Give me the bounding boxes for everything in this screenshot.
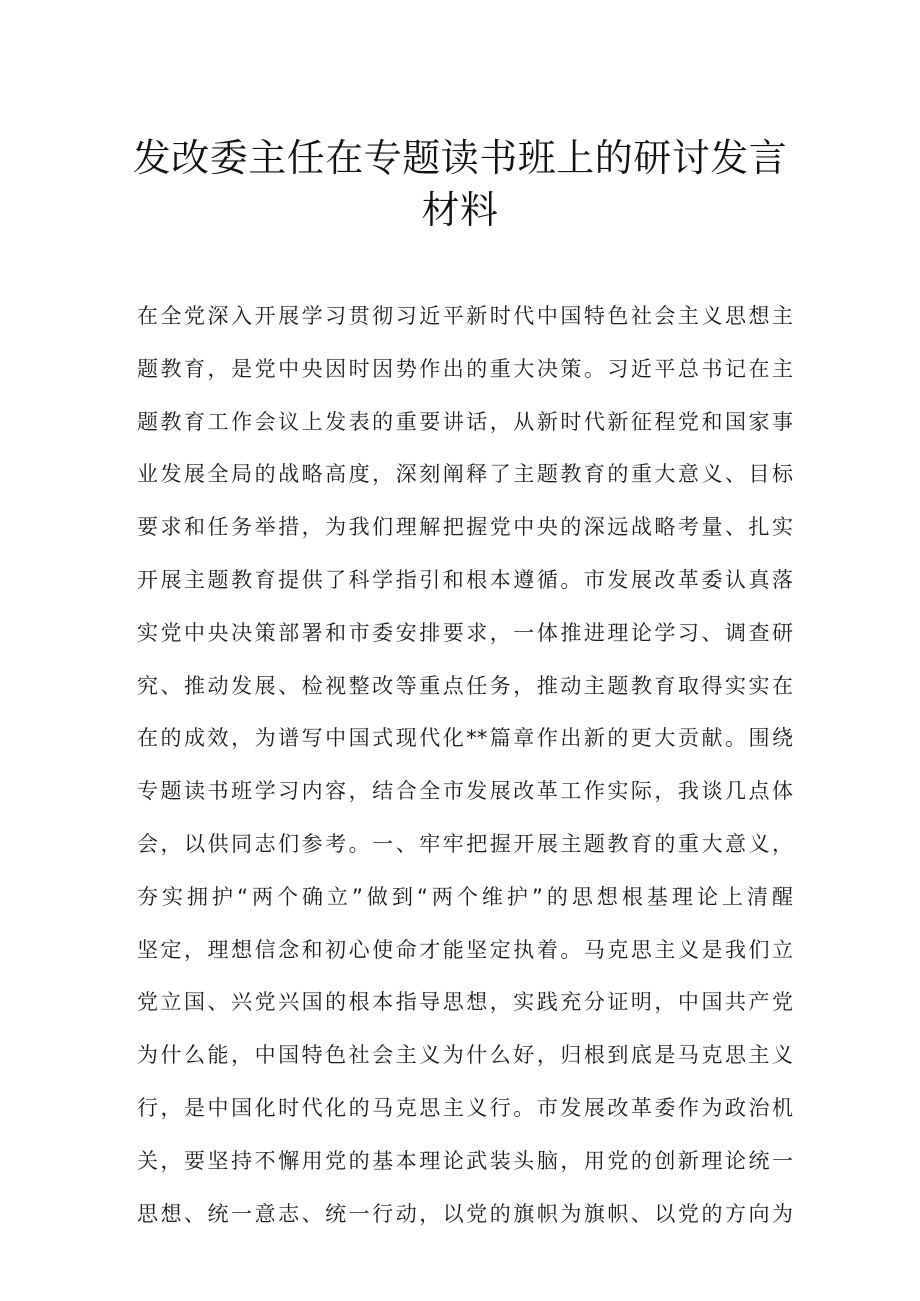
body-line: 要求和任务举措，为我们理解把握党中央的深远战略考量、扎实 (137, 515, 793, 540)
body-line: 行，是中国化时代化的马克思主义行。市发展改革委作为政治机 (137, 1095, 793, 1120)
body-line: 坚定，理想信念和初心使命才能坚定执着。马克思主义是我们立 (137, 937, 793, 962)
body-line: 专题读书班学习内容，结合全市发展改革工作实际，我谈几点体 (137, 779, 793, 804)
body-line: 会，以供同志们参考。一、牢牢把握开展主题教育的重大意义， (137, 831, 793, 856)
body-line: 究、推动发展、检视整改等重点任务，推动主题教育取得实实在 (137, 673, 793, 698)
body-line: 在的成效，为谱写中国式现代化**篇章作出新的更大贡献。围绕 (137, 726, 793, 751)
document-body (137, 290, 797, 1240)
body-line: 在全党深入开展学习贯彻习近平新时代中国特色社会主义思想主 (137, 304, 793, 328)
body-line: 题教育工作会议上发表的重要讲话，从新时代新征程党和国家事 (137, 409, 793, 434)
body-line: 夯实拥护“两个确立”做到“两个维护”的思想根基理论上清醒 (137, 884, 793, 909)
body-line: 题教育，是党中央因时因势作出的重大决策。习近平总书记在主 (137, 356, 793, 381)
body-line: 为什么能，中国特色社会主义为什么好，归根到底是马克思主义 (137, 1043, 793, 1068)
body-line: 思想、统一意志、统一行动，以党的旗帜为旗帜、以党的方向为 (137, 1201, 793, 1226)
body-line: 党立国、兴党兴国的根本指导思想，实践充分证明，中国共产党 (137, 990, 793, 1015)
body-line: 关，要坚持不懈用党的基本理论武装头脑，用党的创新理论统一 (137, 1148, 793, 1173)
body-line: 开展主题教育提供了科学指引和根本遵循。市发展改革委认真落 (137, 567, 793, 592)
document-title: 发改委主任在专题读书班上的研讨发言材料 (132, 136, 788, 232)
body-line: 业发展全局的战略高度，深刻阐释了主题教育的重大意义、目标 (137, 462, 793, 487)
body-line: 实党中央决策部署和市委安排要求，一体推进理论学习、调查研 (137, 620, 793, 645)
